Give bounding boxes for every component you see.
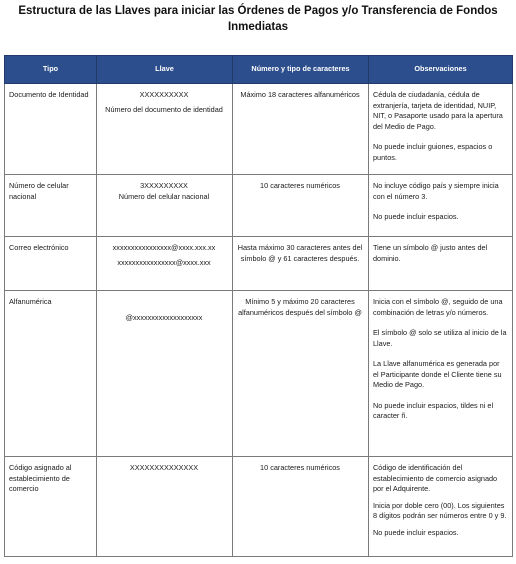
cell-caracteres: Máximo 18 caracteres alfanuméricos: [233, 84, 369, 175]
llave-value: xxxxxxxxxxxxxxxx@xxxx.xxx.xx: [112, 243, 216, 252]
cell-llave: [97, 237, 233, 291]
llave-value: XXXXXXXXXXXXXX: [129, 463, 199, 472]
cell-tipo: Documento de Identidad: [5, 84, 97, 175]
cell-tipo: Número de celular nacional: [5, 175, 97, 237]
llave-description: Número del celular nacional: [118, 191, 210, 201]
observation-text: El símbolo @ solo se utiliza al inicio de la Llave.: [373, 328, 507, 348]
llave-value: @xxxxxxxxxxxxxxxxxxx: [125, 313, 203, 322]
table-header-row: [5, 56, 513, 84]
cell-observaciones: [369, 175, 513, 237]
header-observaciones: Observaciones: [369, 56, 513, 84]
cell-llave: [97, 291, 233, 457]
llave-description: xxxxxxxxxxxxxxxx@xxxx.xxx: [117, 257, 211, 267]
cell-observaciones: [369, 237, 513, 291]
cell-observaciones: [369, 457, 513, 557]
cell-llave: [97, 84, 233, 175]
observation-text: La Llave alfanumérica es generada por el Participante donde el Cliente tiene su Medio de Pago.: [373, 359, 502, 389]
observation-text: Cédula de ciudadanía, cédula de extranjería, tarjeta de identidad, NUIP, NIT, o Pasaporte usado para la apertura del Medio de Pago.: [373, 90, 503, 131]
observation-text: No puede incluir espacios.: [373, 527, 459, 537]
cell-caracteres: Mínimo 5 y máximo 20 caracteres alfanuméricos después del símbolo @: [233, 291, 369, 457]
observation-text: Código de identificación del establecimiento de comercio asignado por el Adquirente.: [373, 463, 498, 493]
cell-caracteres: Hasta máximo 30 caracteres antes del símbolo @ y 61 caracteres después.: [233, 237, 369, 291]
header-llave: Llave: [97, 56, 233, 84]
table-row: [5, 237, 513, 291]
cell-tipo: Código asignado al establecimiento de comercio: [5, 457, 97, 557]
table-row: [5, 84, 513, 175]
cell-tipo: Correo electrónico: [5, 237, 97, 291]
table-row: [5, 457, 513, 557]
header-caracteres: Número y tipo de caracteres: [233, 56, 369, 84]
cell-caracteres: 10 caracteres numéricos: [233, 175, 369, 237]
observation-text: No puede incluir espacios.: [373, 212, 459, 221]
observation-text: No puede incluir guiones, espacios o puntos.: [373, 142, 493, 162]
cell-caracteres: 10 caracteres numéricos: [233, 457, 369, 557]
cell-observaciones: [369, 84, 513, 175]
table-row: [5, 175, 513, 237]
llave-value: XXXXXXXXXX: [139, 90, 189, 99]
cell-llave: [97, 175, 233, 237]
observation-text: Inicia por doble cero (00). Los siguientes 8 dígitos podrán ser números entre 0 y 9.: [373, 500, 507, 520]
observation-text: Inicia con el símbolo @, seguido de una combinación de letras y/o números.: [373, 297, 503, 317]
llave-value: 3XXXXXXXXX: [140, 181, 188, 190]
observation-text: No puede incluir espacios, tildes ni el caracter ñ.: [373, 400, 494, 420]
cell-llave: [97, 457, 233, 557]
table-row: [5, 291, 513, 457]
keys-structure-table: [4, 55, 513, 557]
llave-description: Número del documento de identidad: [105, 104, 223, 114]
title-line-1: Estructura de las Llaves para iniciar las Órdenes de Pagos y/o Transferencia de Fondos: [18, 5, 498, 17]
cell-observaciones: [369, 291, 513, 457]
cell-tipo: Alfanumérica: [5, 291, 97, 457]
observation-text: No incluye código país y siempre inicia con el número 3.: [373, 181, 499, 201]
document-title: [0, 3, 516, 35]
title-line-2: Inmediatas: [227, 21, 289, 33]
header-tipo: Tipo: [5, 56, 97, 84]
observation-text: Tiene un símbolo @ justo antes del dominio.: [373, 243, 488, 263]
